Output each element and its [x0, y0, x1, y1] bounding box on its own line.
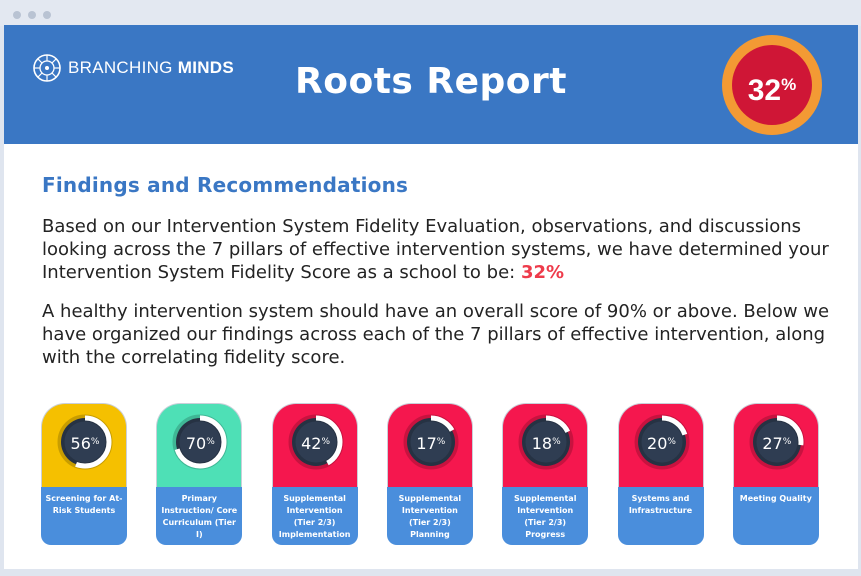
pillar-card-header — [502, 403, 588, 489]
pillar-label: Supplemental Intervention (Tier 2/3) Planning — [387, 487, 473, 545]
page-title: Roots Report — [295, 61, 567, 102]
pillar-score-value: 70% — [185, 434, 215, 453]
fidelity-score-highlight: 32% — [520, 262, 565, 283]
overall-score-value: 32% — [732, 45, 812, 125]
pillar-card-header — [41, 403, 127, 489]
pillar-score-value: 18% — [531, 434, 561, 453]
pillar-card[interactable] — [733, 403, 819, 545]
pillar-score-cards — [4, 25, 858, 569]
window-dot-icon — [28, 11, 36, 19]
pillar-score-value: 42% — [301, 434, 331, 453]
pillar-card[interactable] — [387, 403, 473, 545]
pillar-card-header — [272, 403, 358, 489]
pillar-card-header — [156, 403, 242, 489]
pillar-label: Screening for At-Risk Students — [41, 487, 127, 545]
pillar-card[interactable] — [41, 403, 127, 545]
pillar-label: Meeting Quality — [733, 487, 819, 545]
window-dot-icon — [43, 11, 51, 19]
report-page — [4, 25, 858, 569]
pillar-card-header — [387, 403, 473, 489]
pillar-card-header — [733, 403, 819, 489]
pillar-label: Supplemental Intervention (Tier 2/3) Progress — [502, 487, 588, 545]
pillar-score-value: 27% — [762, 434, 792, 453]
brand-name: BRANCHING MINDS — [68, 58, 235, 77]
findings-heading: Findings and Recommendations — [42, 173, 409, 197]
window-chrome — [0, 0, 861, 26]
pillar-card[interactable] — [502, 403, 588, 545]
findings-paragraph-2: A healthy intervention system should have an overall score of 90% or above. Below we have organized our findings across each of the 7 pillars of effective intervention, along with the correlating fidelity score. — [42, 301, 830, 368]
findings-paragraph-1: Based on our Intervention System Fidelity Evaluation, observations, and discussions looking across the 7 pillars of effective intervention systems, we have determined your Intervention System Fidelity Score as a school to be: 32% — [42, 216, 829, 283]
pillar-label: Primary Instruction/ Core Curriculum (Tier I) — [156, 487, 242, 545]
pillar-card-header — [618, 403, 704, 489]
pillar-label: Supplemental Intervention (Tier 2/3) Implementation — [272, 487, 358, 545]
pillar-card[interactable] — [618, 403, 704, 545]
pillar-card[interactable] — [156, 403, 242, 545]
pillar-score-value: 56% — [70, 434, 100, 453]
window-dot-icon — [13, 11, 21, 19]
pillar-score-value: 17% — [416, 434, 446, 453]
pillar-label: Systems and Infrastructure — [618, 487, 704, 545]
pillar-card[interactable] — [272, 403, 358, 545]
pillar-score-value: 20% — [647, 434, 676, 453]
